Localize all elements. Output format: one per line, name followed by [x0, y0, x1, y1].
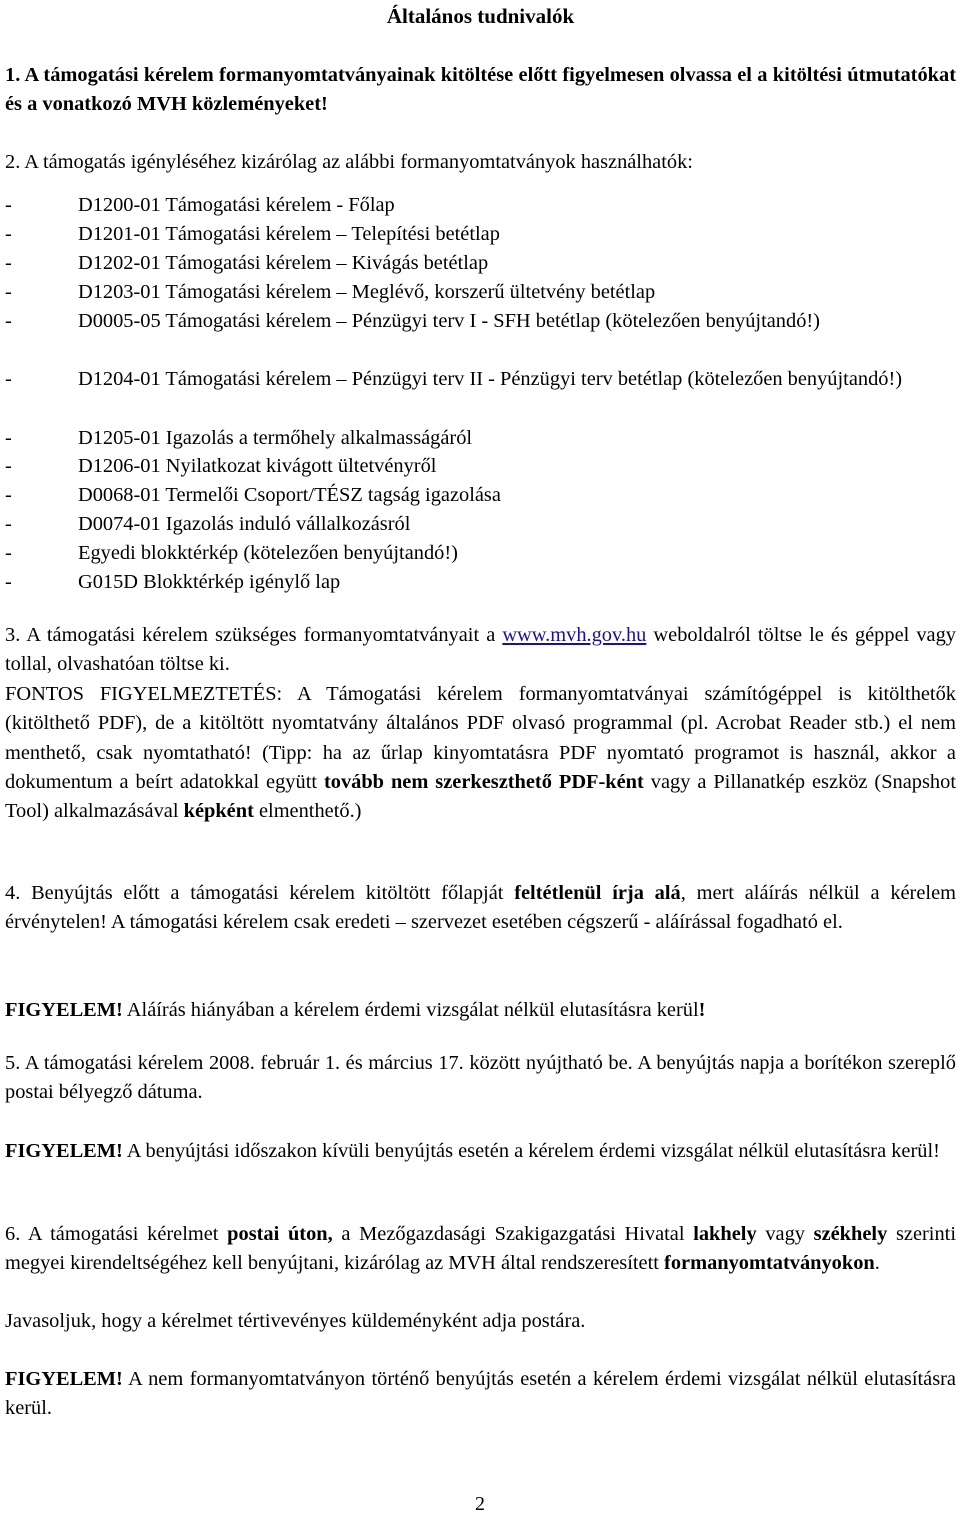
item-5: 5. A támogatási kérelem 2008. február 1. és március 17. között nyújtható be. A benyújtás napja a borítékon szereplő postai bélyegző dátuma.	[5, 1052, 956, 1104]
item-4: 4. Benyújtás előtt a támogatási kérelem kitöltött főlapját feltétlenül írja alá, mert aláírás nélkül a kérelem érvénytelen! A támogatási kérelem csak eredeti – szervezet esetében cégszerű - aláírással fogadható el.	[5, 882, 956, 934]
suggestion: Javasoljuk, hogy a kérelmet tértivevényes küldeményként adja postára.	[5, 1310, 586, 1332]
mvh-website-link[interactable]: www.mvh.gov.hu	[502, 624, 647, 646]
list-item: - G015D Blokktérkép igénylő lap	[5, 571, 341, 593]
item-3: 3. A támogatási kérelem szükséges formanyomtatványait a www.mvh.gov.hu weboldalról töltse le és géppel vagy tollal, olvashatóan töltse ki.	[5, 624, 956, 676]
item-2-intro: 2. A támogatás igényléséhez kizárólag az alábbi formanyomtatványok használhatók:	[5, 151, 693, 173]
list-item: - D0005-05 Támogatási kérelem – Pénzügyi terv I - SFH betétlap (kötelezően benyújtandó!)	[5, 310, 820, 332]
list-item: - D0074-01 Igazolás induló vállalkozásról	[5, 513, 411, 535]
list-item: - D1205-01 Igazolás a termőhely alkalmasságáról	[5, 427, 473, 449]
list-item: - D1200-01 Támogatási kérelem - Főlap	[5, 194, 395, 216]
list-item: - D1201-01 Támogatási kérelem – Telepítési betétlap	[5, 223, 500, 245]
notice-2: FIGYELEM! A benyújtási időszakon kívüli benyújtás esetén a kérelem érdemi vizsgálat nélkül elutasításra kerül!	[5, 1140, 940, 1162]
item-6: 6. A támogatási kérelmet postai úton, a Mezőgazdasági Szakigazgatási Hivatal lakhely vagy székhely szerinti megyei kirendeltségéhez kell benyújtani, kizárólag az MVH által rendszeresített formanyomtatványokon.	[5, 1223, 956, 1275]
notice-3: FIGYELEM! A nem formanyomtatványon történő benyújtás esetén a kérelem érdemi vizsgálat nélkül elutasításra kerül.	[5, 1368, 956, 1420]
item-1: 1. A támogatási kérelem formanyomtatványainak kitöltése előtt figyelmesen olvassa el a kitöltési útmutatókat és a vonatkozó MVH közleményeket!	[5, 64, 956, 116]
list-item: - D1203-01 Támogatási kérelem – Meglévő, korszerű ültetvény betétlap	[5, 281, 656, 303]
list-item: - D1204-01 Támogatási kérelem – Pénzügyi terv II - Pénzügyi terv betétlap (kötelezően benyújtandó!)	[5, 368, 903, 390]
list-item: - D0068-01 Termelői Csoport/TÉSZ tagság igazolása	[5, 484, 501, 506]
list-item: - Egyedi blokktérkép (kötelezően benyújtandó!)	[5, 542, 458, 564]
important-warning: FONTOS FIGYELMEZTETÉS: A Támogatási kérelem formanyomtatványai számítógéppel is kitölthetők (kitölthető PDF), de a kitöltött nyomtatvány általános PDF olvasó programmal (pl. Acrobat Reader stb.) el nem menthető, csak nyomtatható! (Tipp: ha az űrlap kinyomtatásra PDF nyomtató programot is használ, akkor a dokumentum a beírt adatokkal együtt tovább nem szerkeszthető PDF-ként vagy a Pillanatkép eszköz (Snapshot Tool) alkalmazásával képként elmenthető.)	[5, 683, 956, 823]
notice-1: FIGYELEM! Aláírás hiányában a kérelem érdemi vizsgálat nélkül elutasításra kerül!	[5, 999, 706, 1021]
page-number: 2	[475, 1493, 485, 1515]
page-title: Általános tudnivalók	[386, 4, 575, 28]
list-item: - D1206-01 Nyilatkozat kivágott ültetvényről	[5, 455, 437, 477]
list-item: - D1202-01 Támogatási kérelem – Kivágás betétlap	[5, 252, 489, 274]
